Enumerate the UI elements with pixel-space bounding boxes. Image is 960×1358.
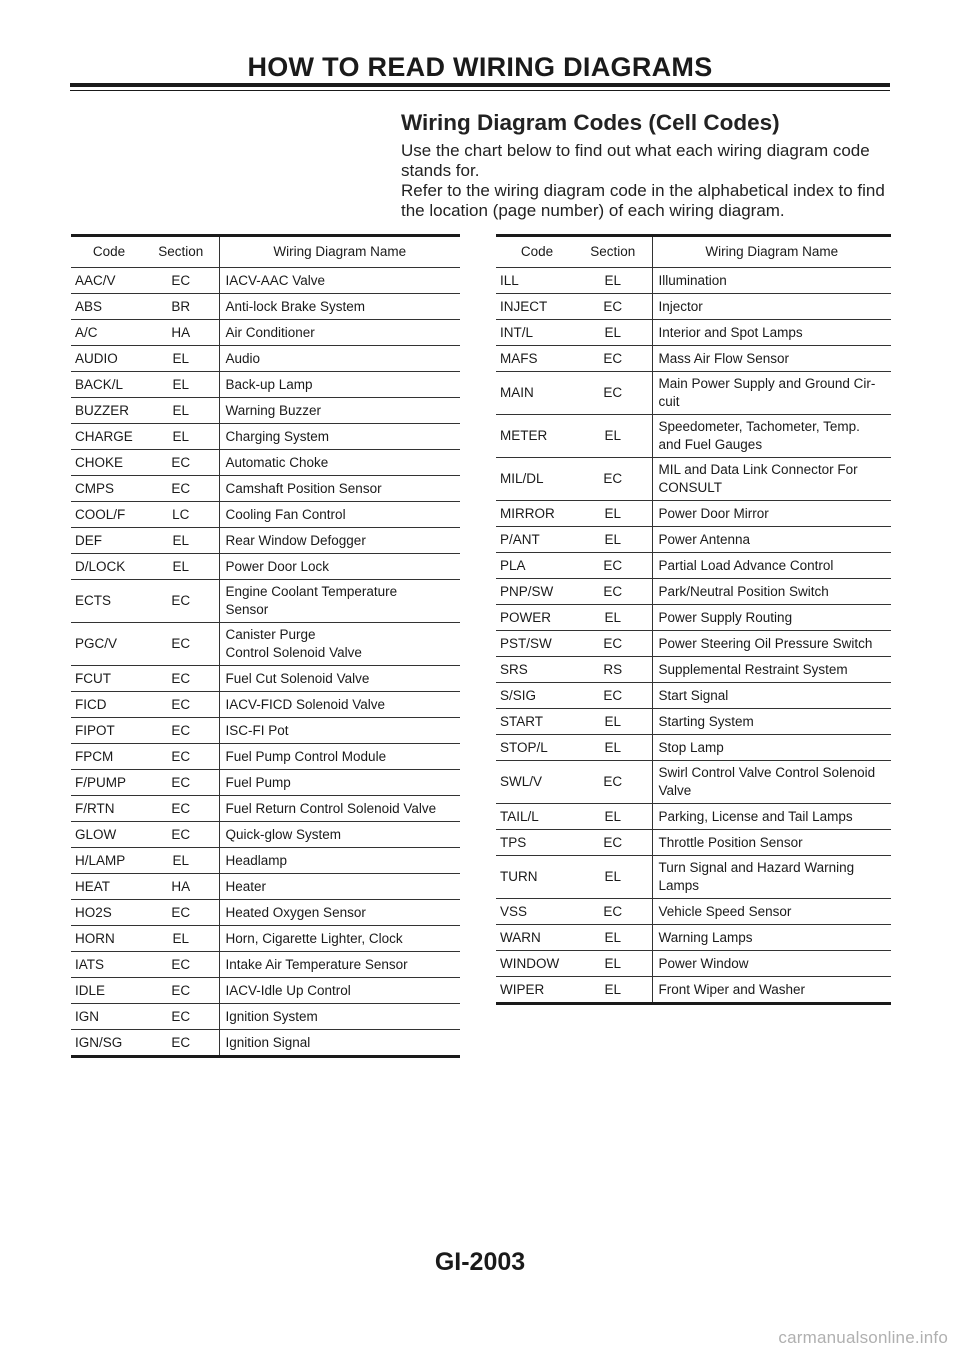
cell-code: H/LAMP: [71, 848, 143, 874]
cell-name: ISC-FI Pot: [219, 718, 460, 744]
table-row: [496, 527, 891, 553]
table-row: [496, 268, 891, 294]
cell-name: Power Door Lock: [219, 554, 460, 580]
cell-section: EL: [574, 925, 652, 951]
cell-code: METER: [496, 415, 574, 458]
table-row: [71, 1004, 460, 1030]
cell-name: Front Wiper and Washer: [652, 977, 891, 1004]
cell-code: MIL/DL: [496, 458, 574, 501]
cell-section: EL: [143, 554, 219, 580]
cell-section: EC: [574, 372, 652, 415]
cell-name: Park/Neutral Position Switch: [652, 579, 891, 605]
cell-name: Turn Signal and Hazard Warning Lamps: [652, 856, 891, 899]
cell-section: EL: [574, 856, 652, 899]
cell-name: Throttle Position Sensor: [652, 830, 891, 856]
table-row: [496, 683, 891, 709]
table-row: [71, 554, 460, 580]
cell-name: Start Signal: [652, 683, 891, 709]
table-row: [496, 579, 891, 605]
table-row: [71, 346, 460, 372]
cell-name: Rear Window Defogger: [219, 528, 460, 554]
cell-code: AAC/V: [71, 268, 143, 294]
cell-section: EL: [143, 398, 219, 424]
cell-section: EC: [574, 553, 652, 579]
cell-name: Canister Purge Control Solenoid Valve: [219, 623, 460, 666]
intro-text: [401, 141, 893, 221]
page-number: GI-2003: [434, 1248, 526, 1276]
table-row: [496, 631, 891, 657]
table-row: [496, 899, 891, 925]
header-rule-thick: [70, 83, 890, 87]
table-row: [71, 502, 460, 528]
cell-name: Ignition System: [219, 1004, 460, 1030]
table-row: [71, 398, 460, 424]
cell-name: Injector: [652, 294, 891, 320]
cell-section: EC: [143, 1004, 219, 1030]
cell-section: EC: [143, 450, 219, 476]
cell-code: FPCM: [71, 744, 143, 770]
table-header-row: [496, 236, 891, 268]
table-row: [71, 372, 460, 398]
table-row: [496, 415, 891, 458]
cell-section: EC: [574, 830, 652, 856]
cell-name: Fuel Return Control Solenoid Valve: [219, 796, 460, 822]
cell-section: EC: [143, 268, 219, 294]
table-row: [496, 346, 891, 372]
section-title: Wiring Diagram Codes (Cell Codes): [401, 110, 780, 135]
cell-code: START: [496, 709, 574, 735]
cell-section: EC: [574, 458, 652, 501]
cell-code: WARN: [496, 925, 574, 951]
cell-name: Fuel Pump Control Module: [219, 744, 460, 770]
cell-name: Power Window: [652, 951, 891, 977]
table-row: [71, 796, 460, 822]
table-row: [71, 822, 460, 848]
cell-name: Warning Lamps: [652, 925, 891, 951]
cell-section: EL: [143, 346, 219, 372]
cell-name: Fuel Cut Solenoid Valve: [219, 666, 460, 692]
cell-code: COOL/F: [71, 502, 143, 528]
cell-section: EC: [574, 683, 652, 709]
wiring-code-table-left: [71, 234, 460, 1058]
table-row: [496, 320, 891, 346]
cell-section: EL: [574, 951, 652, 977]
cell-code: CHOKE: [71, 450, 143, 476]
cell-section: EC: [143, 952, 219, 978]
header-rule-thin: [70, 90, 890, 91]
cell-code: AUDIO: [71, 346, 143, 372]
cell-code: TURN: [496, 856, 574, 899]
cell-code: DEF: [71, 528, 143, 554]
cell-name: Illumination: [652, 268, 891, 294]
cell-name: Back-up Lamp: [219, 372, 460, 398]
cell-code: STOP/L: [496, 735, 574, 761]
cell-name: Ignition Signal: [219, 1030, 460, 1057]
cell-section: EL: [143, 528, 219, 554]
cell-code: PNP/SW: [496, 579, 574, 605]
cell-section: EL: [143, 424, 219, 450]
cell-code: IGN/SG: [71, 1030, 143, 1057]
cell-code: ILL: [496, 268, 574, 294]
cell-name: Warning Buzzer: [219, 398, 460, 424]
cell-code: HO2S: [71, 900, 143, 926]
cell-name: Cooling Fan Control: [219, 502, 460, 528]
cell-name: Audio: [219, 346, 460, 372]
cell-name: Power Door Mirror: [652, 501, 891, 527]
table-row: [71, 848, 460, 874]
table-row: [71, 874, 460, 900]
table-row: [496, 951, 891, 977]
cell-section: EL: [574, 527, 652, 553]
cell-section: EL: [574, 735, 652, 761]
cell-name: Air Conditioner: [219, 320, 460, 346]
cell-section: EL: [143, 926, 219, 952]
cell-section: EL: [574, 501, 652, 527]
table-header-row: [71, 236, 460, 268]
table-row: [496, 294, 891, 320]
cell-section: EC: [574, 761, 652, 804]
cell-code: FIPOT: [71, 718, 143, 744]
table-row: [496, 372, 891, 415]
cell-name: IACV-Idle Up Control: [219, 978, 460, 1004]
cell-name: Starting System: [652, 709, 891, 735]
table-row: [71, 623, 460, 666]
table-row: [496, 830, 891, 856]
cell-code: S/SIG: [496, 683, 574, 709]
cell-code: BUZZER: [71, 398, 143, 424]
cell-section: EC: [143, 900, 219, 926]
table-row: [496, 605, 891, 631]
table-row: [71, 770, 460, 796]
table-row: [496, 925, 891, 951]
cell-code: IATS: [71, 952, 143, 978]
column-header-name: Wiring Diagram Name: [219, 236, 460, 268]
cell-code: F/RTN: [71, 796, 143, 822]
cell-section: EC: [143, 666, 219, 692]
cell-name: Intake Air Temperature Sensor: [219, 952, 460, 978]
cell-name: Heater: [219, 874, 460, 900]
cell-section: EL: [574, 709, 652, 735]
cell-name: Headlamp: [219, 848, 460, 874]
cell-name: Camshaft Position Sensor: [219, 476, 460, 502]
cell-section: EL: [574, 320, 652, 346]
table-row: [496, 856, 891, 899]
cell-section: EL: [143, 848, 219, 874]
table-row: [71, 294, 460, 320]
cell-section: EC: [574, 899, 652, 925]
table-row: [71, 476, 460, 502]
cell-section: EC: [143, 580, 219, 623]
cell-name: IACV-AAC Valve: [219, 268, 460, 294]
table-row: [71, 424, 460, 450]
cell-section: EC: [143, 770, 219, 796]
table-row: [71, 666, 460, 692]
column-header-section: Section: [143, 236, 219, 268]
cell-code: IDLE: [71, 978, 143, 1004]
cell-code: GLOW: [71, 822, 143, 848]
cell-code: P/ANT: [496, 527, 574, 553]
cell-code: SRS: [496, 657, 574, 683]
table-row: [496, 804, 891, 830]
table-row: [71, 744, 460, 770]
cell-section: EL: [574, 415, 652, 458]
cell-code: PST/SW: [496, 631, 574, 657]
cell-code: FICD: [71, 692, 143, 718]
cell-code: WIPER: [496, 977, 574, 1004]
cell-section: EC: [143, 744, 219, 770]
cell-code: MAFS: [496, 346, 574, 372]
cell-name: Speedometer, Tachometer, Temp. and Fuel Gauges: [652, 415, 891, 458]
cell-section: EC: [143, 978, 219, 1004]
column-header-section: Section: [574, 236, 652, 268]
cell-name: Heated Oxygen Sensor: [219, 900, 460, 926]
cell-section: BR: [143, 294, 219, 320]
cell-code: MIRROR: [496, 501, 574, 527]
table-row: [71, 580, 460, 623]
cell-section: EL: [574, 268, 652, 294]
cell-code: FCUT: [71, 666, 143, 692]
cell-section: EC: [143, 796, 219, 822]
cell-code: TAIL/L: [496, 804, 574, 830]
cell-name: Main Power Supply and Ground Cir- cuit: [652, 372, 891, 415]
cell-name: Power Antenna: [652, 527, 891, 553]
cell-section: EC: [574, 346, 652, 372]
cell-code: PLA: [496, 553, 574, 579]
cell-section: EL: [143, 372, 219, 398]
cell-code: MAIN: [496, 372, 574, 415]
cell-name: MIL and Data Link Connector For CONSULT: [652, 458, 891, 501]
cell-name: Interior and Spot Lamps: [652, 320, 891, 346]
cell-section: EC: [574, 579, 652, 605]
table-row: [496, 553, 891, 579]
cell-code: HEAT: [71, 874, 143, 900]
cell-name: Vehicle Speed Sensor: [652, 899, 891, 925]
table-row: [71, 450, 460, 476]
cell-section: LC: [143, 502, 219, 528]
table-row: [71, 926, 460, 952]
cell-code: HORN: [71, 926, 143, 952]
cell-code: SWL/V: [496, 761, 574, 804]
cell-code: TPS: [496, 830, 574, 856]
cell-section: EL: [574, 605, 652, 631]
table-body-right: [496, 268, 891, 1004]
cell-code: CMPS: [71, 476, 143, 502]
intro-paragraph-1: Use the chart below to find out what each wiring diagram code stands for.: [401, 141, 870, 180]
cell-section: RS: [574, 657, 652, 683]
table-row: [71, 692, 460, 718]
column-header-name: Wiring Diagram Name: [652, 236, 891, 268]
table-row: [71, 978, 460, 1004]
cell-name: IACV-FICD Solenoid Valve: [219, 692, 460, 718]
cell-code: F/PUMP: [71, 770, 143, 796]
table-body-left: [71, 268, 460, 1057]
cell-name: Charging System: [219, 424, 460, 450]
cell-name: Automatic Choke: [219, 450, 460, 476]
page-header-title: HOW TO READ WIRING DIAGRAMS: [247, 52, 713, 82]
cell-code: PGC/V: [71, 623, 143, 666]
cell-name: Stop Lamp: [652, 735, 891, 761]
table-row: [496, 501, 891, 527]
cell-section: EC: [143, 476, 219, 502]
cell-code: BACK/L: [71, 372, 143, 398]
table-row: [71, 952, 460, 978]
cell-name: Supplemental Restraint System: [652, 657, 891, 683]
cell-code: D/LOCK: [71, 554, 143, 580]
cell-section: EL: [574, 804, 652, 830]
table-row: [71, 528, 460, 554]
cell-name: Horn, Cigarette Lighter, Clock: [219, 926, 460, 952]
cell-section: EC: [574, 631, 652, 657]
cell-name: Fuel Pump: [219, 770, 460, 796]
table-row: [496, 735, 891, 761]
table-row: [496, 657, 891, 683]
cell-section: HA: [143, 320, 219, 346]
cell-code: ABS: [71, 294, 143, 320]
cell-name: Anti-lock Brake System: [219, 294, 460, 320]
table-row: [496, 761, 891, 804]
watermark: carmanualsonline.info: [778, 1328, 948, 1347]
cell-code: VSS: [496, 899, 574, 925]
cell-name: Partial Load Advance Control: [652, 553, 891, 579]
table-row: [71, 1030, 460, 1057]
cell-section: EC: [143, 718, 219, 744]
table-row: [496, 458, 891, 501]
cell-code: ECTS: [71, 580, 143, 623]
table-row: [71, 900, 460, 926]
cell-code: A/C: [71, 320, 143, 346]
cell-name: Engine Coolant Temperature Sensor: [219, 580, 460, 623]
cell-section: EC: [143, 623, 219, 666]
cell-name: Power Steering Oil Pressure Switch: [652, 631, 891, 657]
cell-section: EC: [143, 692, 219, 718]
column-header-code: Code: [71, 236, 143, 268]
cell-code: POWER: [496, 605, 574, 631]
wiring-code-table-right: [496, 234, 891, 1005]
cell-section: EC: [143, 1030, 219, 1057]
table-row: [496, 709, 891, 735]
cell-code: WINDOW: [496, 951, 574, 977]
cell-section: EL: [574, 977, 652, 1004]
table-row: [71, 718, 460, 744]
cell-code: INT/L: [496, 320, 574, 346]
cell-name: Quick-glow System: [219, 822, 460, 848]
table-row: [496, 977, 891, 1004]
cell-name: Swirl Control Valve Control Solenoid Valve: [652, 761, 891, 804]
cell-code: INJECT: [496, 294, 574, 320]
cell-code: IGN: [71, 1004, 143, 1030]
cell-name: Parking, License and Tail Lamps: [652, 804, 891, 830]
table-row: [71, 320, 460, 346]
cell-code: CHARGE: [71, 424, 143, 450]
cell-section: EC: [143, 822, 219, 848]
cell-section: EC: [574, 294, 652, 320]
cell-name: Mass Air Flow Sensor: [652, 346, 891, 372]
table-row: [71, 268, 460, 294]
cell-section: HA: [143, 874, 219, 900]
column-header-code: Code: [496, 236, 574, 268]
cell-name: Power Supply Routing: [652, 605, 891, 631]
intro-paragraph-2: Refer to the wiring diagram code in the alphabetical index to find the location (page number) of each wiring diagram.: [401, 181, 885, 220]
